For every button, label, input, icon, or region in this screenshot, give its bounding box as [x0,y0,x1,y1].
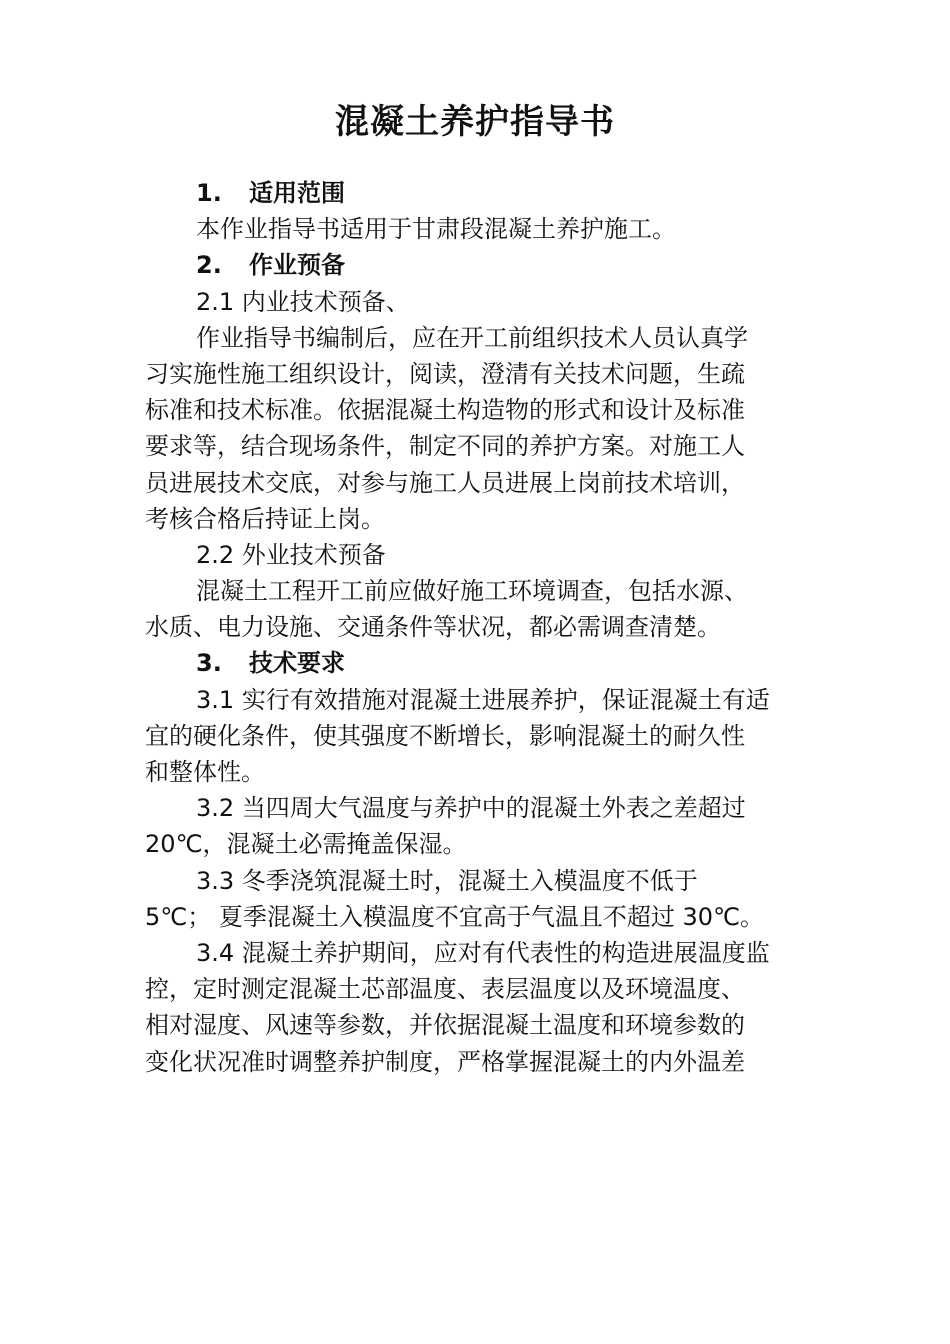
section-title: 适用范围 [249,179,345,207]
paragraph-line: 员进展技术交底，对参与施工人员进展上岗前技术培训， [145,468,745,497]
paragraph-line: 变化状况准时调整养护制度，严格掌握混凝土的内外温差 [145,1047,745,1076]
section-title: 作业预备 [249,251,345,280]
paragraph-line: 要求等，结合现场条件，制定不同的养护方案。对施工人 [145,432,745,461]
section-heading-2 [145,247,795,283]
paragraph-line: 3.4 混凝土养护期间，应对有代表性的构造进展温度监 [196,938,770,967]
paragraph-line: 考核合格后持证上岗。 [145,504,385,533]
paragraph-line: 本作业指导书适用于甘肃段混凝土养护施工。 [196,215,676,244]
subsection-title-2-1: 2.1 内业技术预备、 [196,287,410,316]
section-heading-1 [145,175,795,211]
section-number: 3. [196,649,222,678]
paragraph-line: 作业指导书编制后，应在开工前组织技术人员认真学 [196,323,748,352]
paragraph-line: 宜的硬化条件，使其强度不断增长，影响混凝土的耐久性 [145,721,745,750]
paragraph-line: 3.2 当四周大气温度与养护中的混凝土外表之差超过 [196,794,746,823]
paragraph-line: 3.3 冬季浇筑混凝土时，混凝土入模温度不低于 [196,866,698,895]
paragraph-line: 5℃； 夏季混凝土入模温度不宜高于气温且不超过 30℃。 [145,902,764,931]
section-number: 1. [196,179,222,207]
section-title: 技术要求 [249,649,345,678]
paragraph-line: 标准和技术标准。依据混凝土构造物的形式和设计及标准 [145,396,745,425]
document-title: 混凝土养护指导书 [335,102,615,142]
document-body [145,175,795,1080]
paragraph-line: 混凝土工程开工前应做好施工环境调查，包括水源、 [196,577,748,606]
paragraph-line: 习实施性施工组织设计，阅读，澄清有关技术问题，生疏 [145,359,745,388]
section-number: 2. [196,251,222,280]
paragraph-line: 水质、电力设施、交通条件等状况，都必需调查清楚。 [145,613,721,642]
paragraph-line: 相对湿度、风速等参数，并依据混凝土温度和环境参数的 [145,1011,745,1040]
paragraph-line: 3.1 实行有效措施对混凝土进展养护，保证混凝土有适 [196,685,770,714]
subsection-title-2-2: 2.2 外业技术预备 [196,540,386,569]
section-heading-3 [145,645,795,681]
paragraph-line: 20℃，混凝土必需掩盖保湿。 [145,830,467,859]
paragraph-line: 和整体性。 [145,758,265,786]
paragraph-line: 控，定时测定混凝土芯部温度、表层温度以及环境温度、 [145,975,745,1004]
